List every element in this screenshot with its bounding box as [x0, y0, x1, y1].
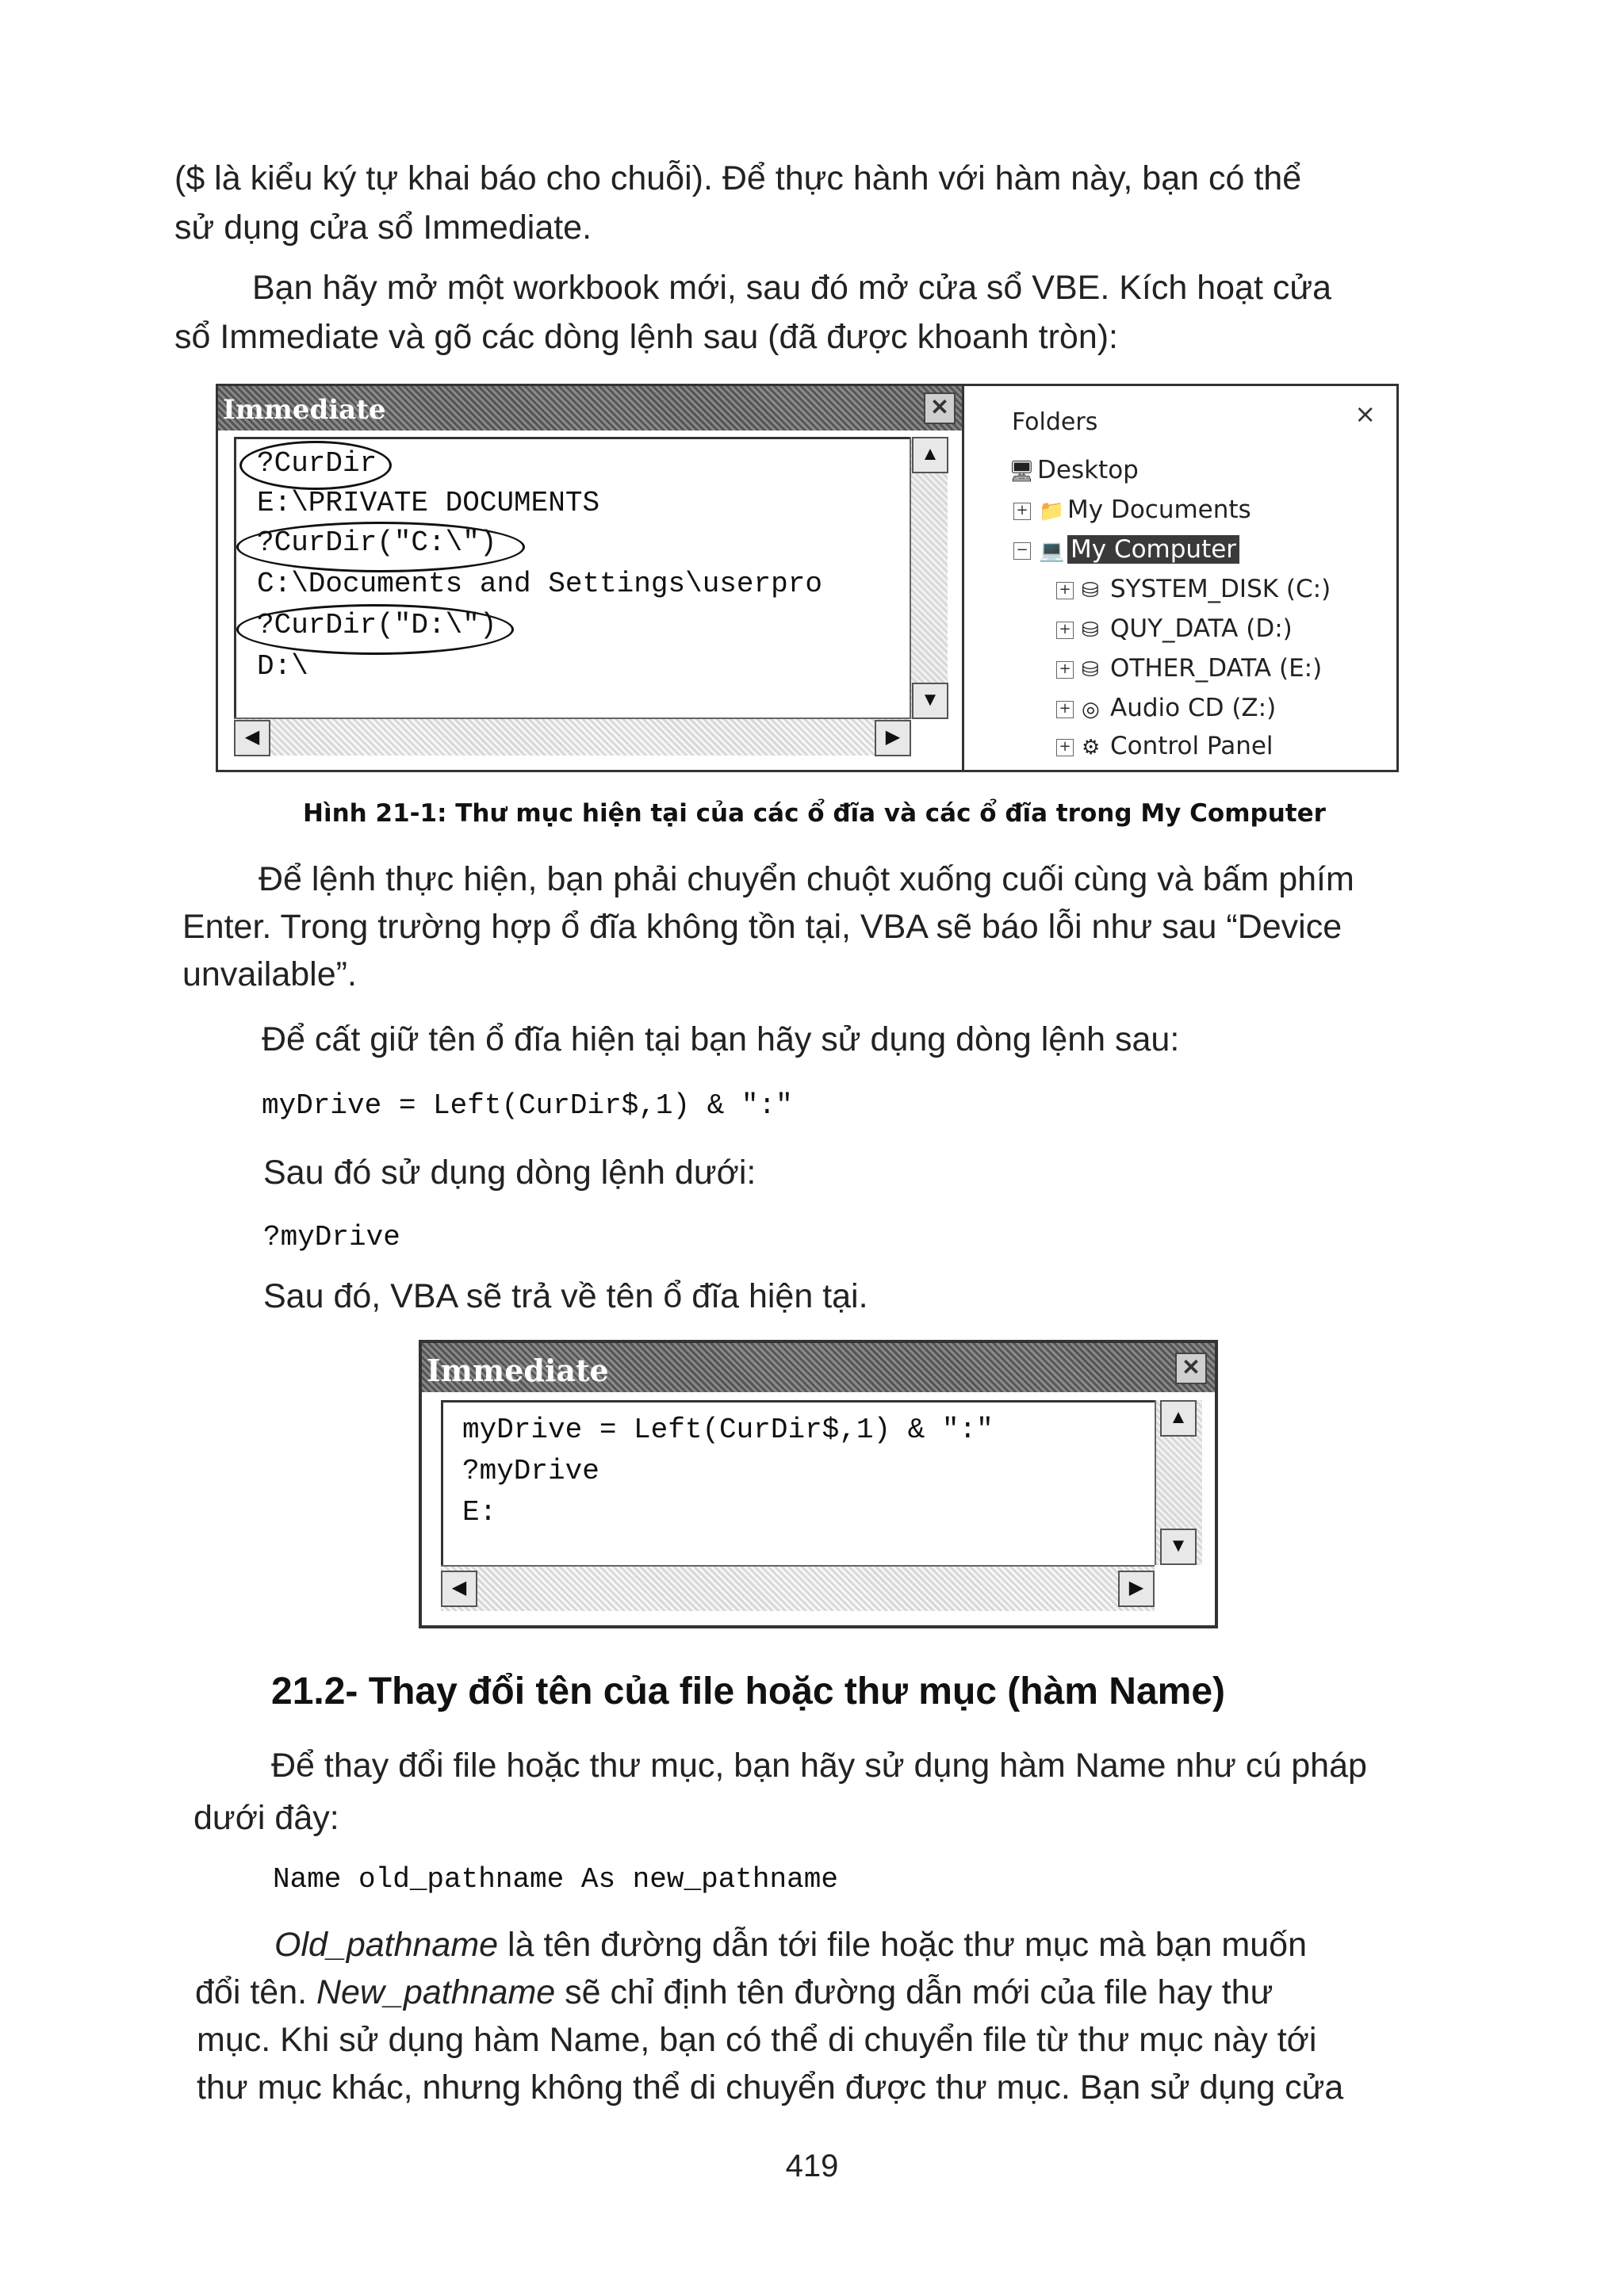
code-line: ?CurDir: [257, 447, 377, 480]
intro-line-3: Bạn hãy mở một workbook mới, sau đó mở cửa sổ VBE. Kích hoạt cửa: [252, 269, 1332, 307]
intro-line-4: sổ Immediate và gõ các dòng lệnh sau (đã được khoanh tròn):: [174, 318, 1118, 356]
body-line: [274, 1922, 1307, 1969]
scroll-right-icon[interactable]: ▶: [875, 720, 911, 756]
code-line: myDrive = Left(CurDir$,1) & ":": [462, 1414, 994, 1446]
tree-item-quy-data[interactable]: [1056, 614, 1293, 643]
tree-item-label: Desktop: [1037, 456, 1139, 484]
scroll-up-icon[interactable]: ▲: [1160, 1400, 1197, 1437]
vertical-scrollbar[interactable]: [910, 437, 948, 719]
tree-item-label: Control Panel: [1110, 732, 1274, 760]
control-panel-icon: ⚙: [1082, 735, 1101, 760]
text-span: đổi tên.: [195, 1973, 316, 2011]
circle-annotation: [239, 441, 392, 490]
body-line: [195, 1969, 1273, 2016]
folders-pane: [964, 386, 1396, 770]
circle-annotation: [236, 604, 514, 655]
code-sample: myDrive = Left(CurDir$,1) & ":": [262, 1089, 793, 1122]
body-line: mục. Khi sử dụng hàm Name, bạn có thể di chuyển file từ thư mục này tới: [197, 2021, 1317, 2059]
scroll-up-icon[interactable]: ▲: [912, 437, 948, 473]
expand-icon[interactable]: +: [1056, 701, 1074, 718]
expand-icon[interactable]: +: [1013, 503, 1031, 520]
code-line: ?CurDir("C:\"): [257, 526, 497, 559]
tree-item-my-computer[interactable]: [1013, 535, 1239, 564]
intro-line-2: sử dụng cửa sổ Immediate.: [174, 209, 592, 247]
cd-icon: ◎: [1082, 697, 1100, 721]
body-line: Sau đó sử dụng dòng lệnh dưới:: [263, 1154, 756, 1192]
circle-annotation: [236, 522, 525, 572]
close-icon[interactable]: ✕: [1175, 1353, 1207, 1384]
code-line: E:\PRIVATE DOCUMENTS: [257, 487, 600, 519]
tree-item-label: My Computer: [1067, 535, 1239, 564]
tree-item-label: SYSTEM_DISK (C:): [1110, 575, 1331, 603]
tree-item-label: My Documents: [1067, 496, 1251, 524]
tree-item-other-data[interactable]: [1056, 654, 1322, 683]
vertical-scrollbar[interactable]: [1155, 1400, 1202, 1565]
code-line: ?myDrive: [462, 1455, 599, 1487]
tree-item-desktop[interactable]: [1009, 456, 1139, 484]
code-line: ?CurDir("D:\"): [257, 609, 497, 641]
term-new-pathname: New_pathname: [316, 1973, 556, 2011]
code-line: D:\: [257, 650, 308, 683]
immediate-code-area[interactable]: [441, 1400, 1155, 1565]
tree-item-audio-cd[interactable]: [1056, 694, 1276, 722]
tree-item-label: QUY_DATA (D:): [1110, 614, 1293, 643]
close-icon[interactable]: ×: [1354, 399, 1376, 429]
immediate-title-bar: [218, 386, 962, 430]
code-line: E:: [462, 1496, 497, 1529]
body-line: Để lệnh thực hiện, bạn phải chuyển chuột xuống cuối cùng và bấm phím: [259, 860, 1354, 898]
scroll-right-icon[interactable]: ▶: [1118, 1571, 1155, 1607]
horizontal-scrollbar[interactable]: [441, 1565, 1155, 1611]
expand-icon[interactable]: +: [1056, 739, 1074, 756]
immediate-title: Immediate: [223, 394, 386, 426]
page-number: 419: [785, 2149, 839, 2183]
immediate-title: Immediate: [427, 1353, 609, 1388]
expand-icon[interactable]: +: [1056, 582, 1074, 599]
desktop-icon: 🖥: [1009, 459, 1036, 484]
code-sample: Name old_pathname As new_pathname: [273, 1863, 838, 1896]
figure-caption: Hình 21-1: Thư mục hiện tại của các ổ đĩa và các ổ đĩa trong My Computer: [303, 799, 1326, 828]
section-heading: 21.2- Thay đổi tên của file hoặc thư mục (hàm Name): [271, 1670, 1226, 1712]
text-span: sẽ chỉ định tên đường dẫn mới của file hay thư: [555, 1973, 1274, 2011]
tree-item-control-panel[interactable]: [1056, 732, 1274, 760]
scroll-down-icon[interactable]: ▼: [1160, 1529, 1197, 1565]
code-sample: ?myDrive: [263, 1221, 400, 1253]
figure-2-immediate-window: [419, 1340, 1218, 1628]
expand-icon[interactable]: +: [1056, 661, 1074, 679]
drive-icon: ⛁: [1082, 657, 1099, 682]
body-line: Enter. Trong trường hợp ổ đĩa không tồn tại, VBA sẽ báo lỗi như sau “Device: [182, 908, 1342, 946]
scroll-left-icon[interactable]: ◀: [234, 720, 270, 756]
tree-item-label: OTHER_DATA (E:): [1110, 654, 1323, 683]
close-icon[interactable]: ✕: [924, 392, 956, 424]
horizontal-scrollbar[interactable]: [234, 718, 911, 756]
intro-line-1: ($ là kiểu ký tự khai báo cho chuỗi). Để thực hành với hàm này, bạn có thể: [174, 159, 1302, 197]
tree-item-label: Audio CD (Z:): [1110, 694, 1277, 722]
immediate-code-area[interactable]: [234, 437, 911, 719]
scroll-down-icon[interactable]: ▼: [912, 683, 948, 719]
body-line: Sau đó, VBA sẽ trả về tên ổ đĩa hiện tại.: [263, 1277, 868, 1315]
drive-icon: ⛁: [1082, 578, 1099, 603]
immediate-window: [218, 386, 964, 770]
body-line: Để cất giữ tên ổ đĩa hiện tại bạn hãy sử dụng dòng lệnh sau:: [262, 1020, 1180, 1058]
body-line: Để thay đổi file hoặc thư mục, bạn hãy sử dụng hàm Name như cú pháp: [271, 1747, 1367, 1785]
term-old-pathname: Old_pathname: [274, 1926, 499, 1964]
body-line: thư mục khác, nhưng không thể di chuyển được thư mục. Bạn sử dụng cửa: [197, 2068, 1344, 2107]
computer-icon: 💻: [1039, 538, 1065, 563]
tree-item-system-disk[interactable]: [1056, 575, 1331, 603]
drive-icon: ⛁: [1082, 618, 1099, 642]
expand-icon[interactable]: +: [1056, 622, 1074, 639]
body-line: unvailable”.: [182, 955, 357, 993]
scroll-left-icon[interactable]: ◀: [441, 1571, 477, 1607]
immediate-title-bar: [422, 1343, 1215, 1392]
text-span: là tên đường dẫn tới file hoặc thư mục mà bạn muốn: [498, 1926, 1307, 1964]
body-line: dưới đây:: [193, 1799, 339, 1837]
folders-header: Folders: [1012, 408, 1098, 436]
code-line: C:\Documents and Settings\userpro: [257, 568, 822, 600]
folder-icon: 📁: [1039, 499, 1065, 523]
figure-1: [216, 384, 1399, 772]
collapse-icon[interactable]: −: [1013, 542, 1031, 560]
tree-item-my-documents[interactable]: [1013, 496, 1251, 524]
